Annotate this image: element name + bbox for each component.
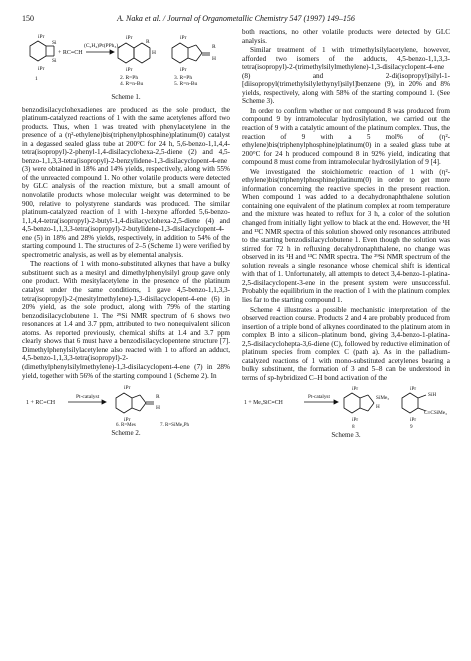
- right-column: [242, 28, 450, 444]
- scheme1-reagent: + RC≡CH: [58, 50, 83, 56]
- svg-text:Si: Si: [52, 58, 57, 64]
- svg-text:iPr: iPr: [410, 386, 417, 393]
- body-paragraph: In order to confirm whether or not compound 8 was produced from compound 9 by intramolecular hydrosilylation, we carried out the reaction of 9 with a catalytic amount of the platinum complex. Thus, the reaction of 9 with a 5 mol% of (η²-ethylene)bis(triphenylphosphine)platinum(0) in a sealed glass tube at 200°C for 24 h produced compound 8 in 92% yield, indicating that compound 8 must come from intramolecular hydrosilylation of 9 [4].: [242, 106, 450, 167]
- benzene-ring-2: [118, 43, 134, 63]
- svg-text:iPr: iPr: [126, 67, 133, 73]
- label-compound-6: 6. R=Mes: [116, 423, 136, 429]
- svg-text:iPr: iPr: [124, 417, 131, 424]
- benzene-ring-scheme2: [116, 393, 132, 413]
- scheme-1-caption: Scheme 1.: [111, 93, 141, 101]
- svg-text:H: H: [156, 405, 160, 412]
- benzene-ring-9: [402, 393, 418, 413]
- scheme1-catalyst: (C₂H₄)Pt(PPh₃)₂: [84, 43, 121, 49]
- scheme2-reagents: 1 + RC≡CH: [26, 400, 56, 407]
- scheme-1: [22, 30, 230, 102]
- svg-text:iPr: iPr: [124, 385, 131, 392]
- svg-text:iPr: iPr: [352, 386, 359, 393]
- scheme-1-structures: [22, 30, 230, 92]
- svg-text:Si: Si: [52, 40, 57, 46]
- svg-text:R: R: [212, 44, 216, 50]
- label-compound-3: 3. R=Ph: [174, 75, 193, 81]
- label-compound-7: 7. R=SiMe₂Ph: [160, 423, 190, 429]
- journal-citation: A. Naka et al. / Journal of Organometallic Chemistry 547 (1997) 149–156: [117, 14, 355, 23]
- svg-text:R: R: [156, 394, 160, 401]
- svg-text:SiH: SiH: [428, 392, 437, 399]
- ipr-label: iPr: [38, 34, 45, 40]
- running-header: [22, 14, 450, 26]
- scheme-3-caption: Scheme 3.: [331, 431, 361, 440]
- scheme-3: [242, 384, 450, 440]
- page-number: 150: [22, 14, 34, 23]
- body-paragraph: both reactions, no other volatile products were detected by GLC analysis.: [242, 28, 450, 45]
- scheme-2-caption: Scheme 2.: [111, 429, 141, 438]
- svg-text:R: R: [146, 39, 150, 45]
- benzene-ring-1: [30, 41, 46, 61]
- body-paragraph: Similar treatment of 1 with trimethylsilylacetylene, however, afforded two isomers of the adducts, 4,5-benzo-1,1,3,3-tetra(isopropyl)-2-(trimethylsilylmethylene)-1,3-disilacyclopent-4-ene (8) and 2-di(isopropyl)silyl-1-[diisopropyl(trimethylsilylethynyl)silyl]benzene (9), in 20% and 8% yields, respectively, along with 58% of the starting compound 1. (See Scheme 3).: [242, 46, 450, 106]
- label-compound-9: 9: [410, 424, 413, 431]
- scheme-2: [22, 382, 230, 438]
- scheme-3-structures: [242, 384, 450, 430]
- svg-text:iPr: iPr: [180, 35, 187, 41]
- scheme3-reagents: 1 + Me₃SiC≡CH: [244, 400, 283, 407]
- svg-text:iPr: iPr: [410, 417, 417, 424]
- benzene-ring-3: [172, 43, 188, 63]
- scheme-2-structures: [22, 382, 230, 428]
- svg-text:C≡CSiMe₃: C≡CSiMe₃: [424, 410, 447, 417]
- svg-text:iPr: iPr: [352, 417, 359, 424]
- body-paragraph: We investigated the stoichiometric reaction of 1 with (η²-ethylene)bis(triphenylphosphine)platinum(0) in order to get more information concerning the reactive species in the present reaction. When compound 1 was added to a decahydronaphthalene solution containing one equivalent of the platinum complex at room temperature and the mixture was heated to reflux for 3 h, a color of the solution changed from initially light yellow to black at the end. However, the ¹H and ¹³C NMR spectra of this solution showed only resonances attributed to the starting benzodisilacyclobutene 1. Even though the solution was stirred for 72 h in refluxing decahydronaphthalene, no change was observed in its ¹H and ¹³C NMR spectra. The ²⁹Si NMR spectrum of the solution reveals a single resonance whose chemical shift is identical with that of 1. Unfortunately, all attempts to detect 3,4-benzo-1-platina-2,5-disilacyclopent-3-ene in the present system were unsuccessful. Probably the equilibrium in the reaction of 1 with the platinum complex lies far to the starting compound 1.: [242, 167, 450, 304]
- scheme3-catalyst: Pt-catalyst: [308, 394, 330, 401]
- svg-text:H: H: [152, 50, 156, 56]
- body-paragraph: Scheme 4 illustrates a possible mechanistic interpretation of the observed reaction course. Products 2 and 4 are probably produced from insertion of a triple bond of alkynes coordinated to the platinum atom in complex B into a silicon–platinum bond, giving 3,4-benzo-1-platina-2,5-disilacyclohepta-3,6-diene (C), followed by reductive elimination of platinum species from complex C (path a). As in the palladium-catalyzed reactions of 1 with mono-substituted acetylenes bearing a bulky substituent, the formation of 3 and 5–8 can be understood in terms of sp-hybridized C–H bond activation of the: [242, 305, 450, 382]
- body-paragraph: benzodisilacyclohexadienes are produced as the sole product, the platinum-catalyzed reactions of 1 with the same acetylenes afford two products. Thus, when 1 was treated with phenylacetylene in the presence of a (η²-ethylene)bis(triphenylphosphine)platinum(0) catalyst in a degassed sealed glass tube at 200°C for 24 h, 5,6-benzo-1,1,4,4-tetra(isopropyl)-2-phenyl-1,4-disilacyclohexa-2,5-diene (2) and 4,5-benzo-1,1,3,3-tetra(isopropyl)-2-benzylidene-1,3-disilacyclopent-4-ene (3) were obtained in 18% and 14% yields, respectively, along with 55% of the unreacted compound 1. No other volatile products were detected by GLC analysis of the reaction mixture, but a small amount of nonvolatile products whose molecular weight was determined to be 900, relative to polystyrene standards was produced. The similar platinum-catalyzed reaction of 1 with 1-hexyne afforded 5,6-benzo-1,1,4,4-tetra(isopropyl)-2-butyl-1,4-disilacyclohexa-2,5-diene (4) and 4,5-benzo-1,1,3,3-tetra(isopropyl)-2-butylidene-1,3-disilacyclopent-4-ene (5) in 18% and 28% yields, respectively, in addition to 54% of the starting compound 1. The structures of 2–5 (Scheme 1) were verified by spectrometric analysis, as well as by elemental analysis.: [22, 105, 230, 259]
- svg-text:H: H: [376, 404, 380, 411]
- label-compound-1: 1: [35, 76, 38, 82]
- svg-text:H: H: [212, 56, 216, 62]
- body-paragraph: The reactions of 1 with mono-substituted alkynes that have a bulky substituent such as a mesityl and dimethylphenylsilyl group gave only one product. With mesitylacetylene in the presence of the platinum catalyst under the same conditions, 1 gave 4,5-benzo-1,1,3,3-tetra(isopropyl)-2-(mesitylmethylene)-1,3-disilacyclopent-4-ene (6) in 20% yield, as the sole product, along with 79% of the starting benzodisilacyclobutene 1. The ²⁹Si NMR spectrum of 6 shows two resonances at 1.4 and 3.7 ppm, attributed to two nonequivalent silicon atoms. As reported previously, chemical shifts at 1.4 and 3.7 ppm clearly shows that 6 must have a benzodisilacyclopentene structure [7]. Dimethylphenylsilylacetylene also reacted with 1 to afford an adduct, 4,5-benzo-1,1,3,3-tetra(isopropyl)-2-(dimethylphenylsilylmethylene)-1,3-disilacyclopent-4-ene (7) in 28% yield, together with 56% of the starting compound 1 (Scheme 2). In: [22, 260, 230, 380]
- label-compound-5: 5. R=n-Bu: [174, 81, 198, 87]
- svg-text:SiMe₃: SiMe₃: [376, 395, 390, 402]
- label-compound-4: 4. R=n-Bu: [120, 81, 144, 87]
- label-compound-8: 8: [352, 424, 355, 431]
- svg-text:iPr: iPr: [38, 66, 45, 72]
- svg-text:iPr: iPr: [180, 67, 187, 73]
- scheme2-catalyst: Pt-catalyst: [76, 394, 100, 401]
- svg-text:iPr: iPr: [126, 35, 133, 41]
- left-column: [22, 28, 230, 442]
- label-compound-2: 2. R=Ph: [120, 75, 139, 81]
- benzene-ring-8: [344, 393, 360, 413]
